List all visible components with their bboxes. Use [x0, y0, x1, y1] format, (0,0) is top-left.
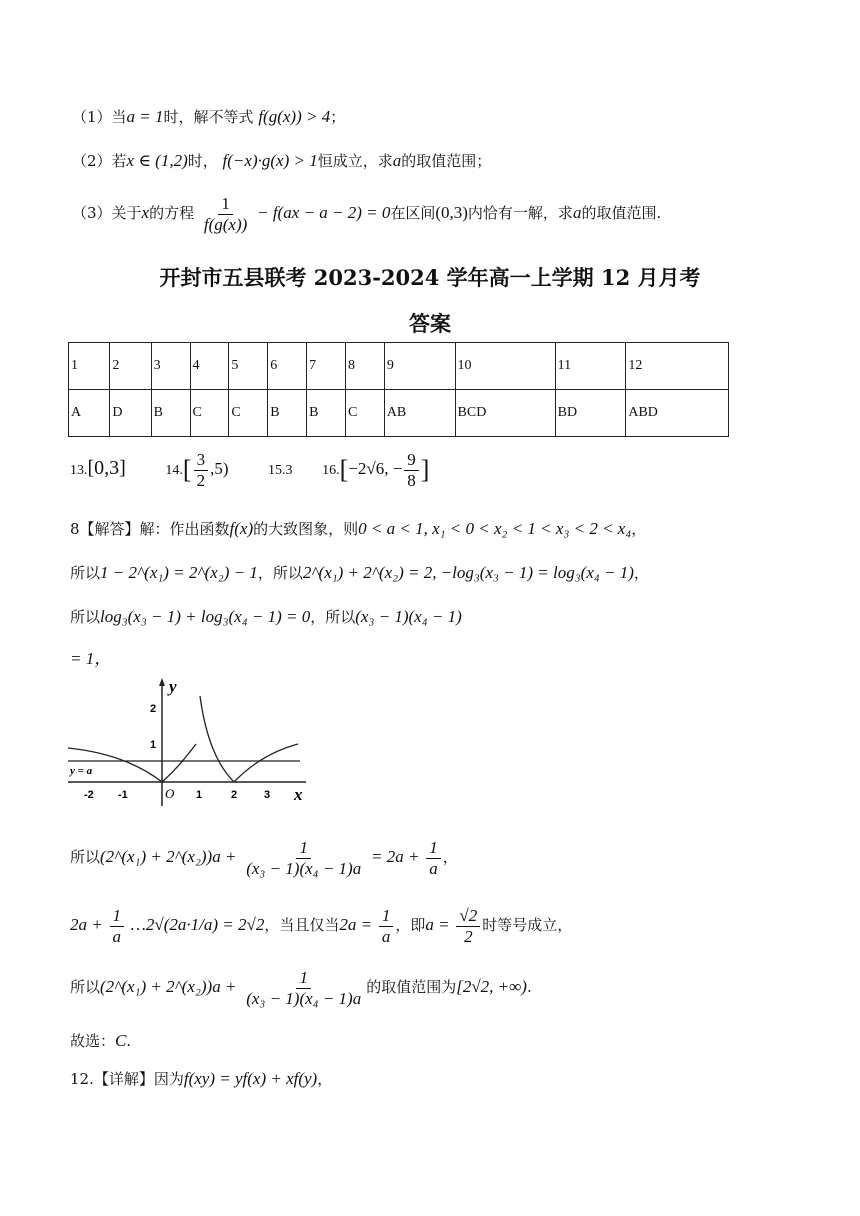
y-axis-label: y [169, 677, 177, 696]
answer-title: 答案 [409, 311, 451, 336]
answer-15: 15.3 [268, 463, 293, 479]
solution8-line2: 所以1 − 2^(x₁) = 2^(x₂) − 1，所以2^(x₁) + 2^(x₂) = 2, −log₃(x₃ − 1) = log₃(x₄ − 1)， [70, 563, 649, 582]
table-cell: 7 [307, 343, 346, 390]
fill-answers: 13.[0,3] 14.[ $\frac{3}{2}$ ,5) 15.3 16.[−2√6, − $\frac{9}{8}$ ] [70, 450, 430, 490]
question-2: （2）若x ∈ (1,2)时， f(−x)·g(x) > 1恒成立，求a的取值范围； [72, 151, 492, 170]
x-tick-label: -1 [118, 789, 128, 801]
table-row-numbers [69, 343, 729, 390]
table-cell: 4 [190, 343, 229, 390]
x-tick-label: 2 [231, 789, 238, 801]
question-1: （1）当a = 1时，解不等式 f(g(x)) > 4； [72, 107, 346, 126]
curve-right-increasing [234, 744, 298, 782]
answer-table [68, 342, 729, 437]
answer-14-rest: ,5) [210, 459, 229, 479]
table-cell: D [110, 390, 151, 437]
table-cell: BCD [455, 390, 555, 437]
table-cell: 8 [345, 343, 384, 390]
table-cell: B [151, 390, 190, 437]
solution12-line1: 12.【详解】因为f(xy) = yf(x) + xf(y)， [70, 1069, 333, 1088]
table-cell: 11 [555, 343, 626, 390]
table-cell: 5 [229, 343, 268, 390]
x-tick-label: 1 [196, 789, 203, 801]
table-cell: AB [384, 390, 455, 437]
y-tick-label: 1 [150, 739, 157, 751]
y-equals-a-label: y = a [70, 765, 93, 777]
table-cell: 6 [268, 343, 307, 390]
exam-title: 开封市五县联考 2023-2024 学年高一上学期 12 月月考 [159, 265, 701, 290]
curve-right-decreasing [200, 696, 234, 782]
origin-label: O [165, 786, 175, 801]
table-cell: B [307, 390, 346, 437]
solution8-line5: 所以(2^(x₁) + 2^(x₂))a + $\frac{1}{\text{(x₃ − 1)(x₄ − 1)a}}$ = 2a + $\frac{1}{a}$ ， [70, 838, 458, 878]
answer-14-fraction: $\frac{3}{2}$ [194, 450, 209, 490]
answer-16-pre: −2√6, − [348, 459, 403, 479]
x-tick-label: -2 [84, 789, 94, 801]
solution8-line1: 8【解答】解：作出函数f(x)的大致图象，则0 < a < 1, x₁ < 0 < x₂ < 1 < x₃ < 2 < x₄， [70, 519, 647, 538]
table-cell: A [69, 390, 110, 437]
solution8-line6: 2a + $\frac{1}{a}$ …2√(2a·1/a) = 2√2，当且仅当2a = $\frac{1}{a}$ ，即a = $\frac{√2}{2}$ 时等号成立， [70, 906, 573, 946]
answer-16-fraction: $\frac{9}{8}$ [404, 450, 419, 490]
y-axis-arrow [159, 678, 165, 686]
q1-condition: a = 1 [126, 107, 164, 126]
table-cell: 9 [384, 343, 455, 390]
table-cell: 1 [69, 343, 110, 390]
x-tick-label: 3 [264, 789, 271, 801]
table-cell: B [268, 390, 307, 437]
solution8-line3: 所以log₃(x₃ − 1) + log₃(x₄ − 1) = 0，所以(x₃ − 1)(x₄ − 1) [70, 607, 462, 626]
answer-13: [0,3] [87, 457, 126, 480]
table-cell: 2 [110, 343, 151, 390]
table-cell: 12 [626, 343, 729, 390]
table-cell: 3 [151, 343, 190, 390]
x-axis-label: x [294, 785, 303, 804]
q1-inequality: f(g(x)) > 4 [258, 107, 331, 126]
question-3: （3）关于x的方程 $\frac{1}{f(g(x))}$ − f(ax − a − 2) = 0在区间(0,3)内恰有一解，求a的取值范围. [72, 194, 662, 234]
table-cell: C [190, 390, 229, 437]
q3-fraction: $\frac{1}{f(g(x))}$ [203, 194, 248, 234]
table-cell: C [229, 390, 268, 437]
table-row-answers [69, 390, 729, 437]
solution8-line7: 所以(2^(x₁) + 2^(x₂))a + $\frac{1}{\text{(x₃ − 1)(x₄ − 1)a}}$ 的取值范围为[2√2, +∞). [70, 968, 532, 1008]
solution8-line4: = 1， [70, 649, 112, 668]
table-cell: C [345, 390, 384, 437]
table-cell: ABD [626, 390, 729, 437]
y-tick-label: 2 [150, 703, 157, 715]
table-cell: 10 [455, 343, 555, 390]
solution8-conclusion: 故选：C. [70, 1031, 132, 1050]
function-graph [66, 676, 306, 806]
curve-middle [162, 744, 196, 782]
table-cell: BD [555, 390, 626, 437]
